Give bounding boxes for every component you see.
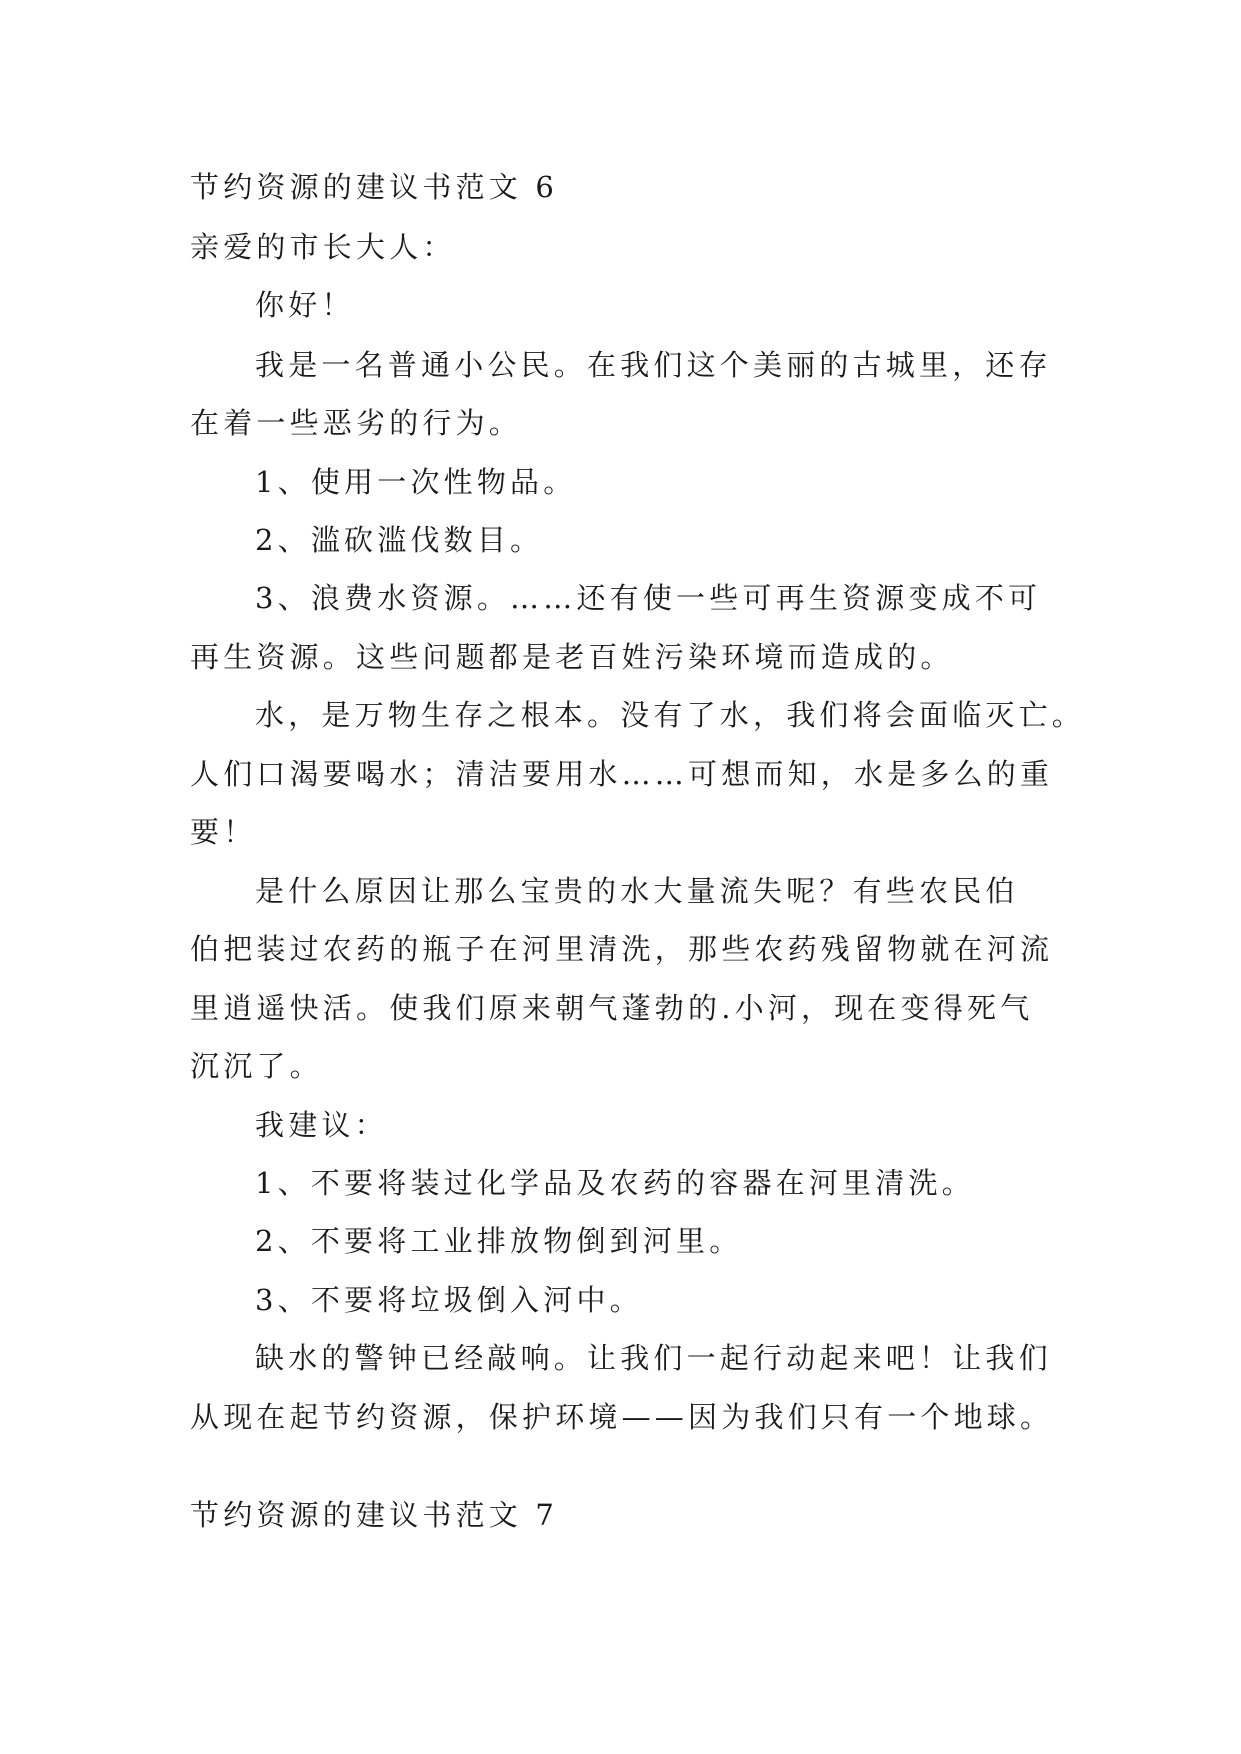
suggestion-item-2: 2、不要将工业排放物倒到河里。: [255, 1224, 743, 1258]
problem-item-1: 1、使用一次性物品。: [255, 465, 577, 499]
cause-para-line-3: 里逍遥快活。使我们原来朝气蓬勃的.小河，现在变得死气: [190, 991, 1034, 1025]
problem-item-3: 3、浪费水资源。……还有使一些可再生资源变成不可: [255, 581, 1042, 615]
suggest-label: 我建议：: [255, 1108, 388, 1142]
intro-line-2: 在着一些恶劣的行为。: [190, 406, 523, 440]
cause-para-line-1: 是什么原因让那么宝贵的水大量流失呢？有些农民伯: [255, 874, 1019, 908]
section-heading-6: 节约资源的建议书范文 6: [190, 170, 559, 204]
water-para-line-1: 水，是万物生存之根本。没有了水，我们将会面临灭亡。: [255, 698, 1086, 732]
water-para-line-2: 人们口渴要喝水；清洁要用水……可想而知，水是多么的重: [190, 757, 1054, 791]
suggestion-item-1: 1、不要将装过化学品及农药的容器在河里清洗。: [255, 1166, 975, 1200]
closing-line-2: 从现在起节约资源，保护环境——因为我们只有一个地球。: [190, 1400, 1054, 1434]
suggestion-item-3: 3、不要将垃圾倒入河中。: [255, 1283, 643, 1317]
cause-para-line-4: 沉沉了。: [190, 1049, 323, 1083]
problem-item-2: 2、滥砍滥伐数目。: [255, 523, 544, 557]
section-heading-7: 节约资源的建议书范文 7: [190, 1498, 559, 1532]
water-para-line-3: 要！: [190, 815, 257, 849]
greeting: 你好！: [255, 288, 355, 322]
cause-para-line-2: 伯把装过农药的瓶子在河里清洗，那些农药残留物就在河流: [190, 932, 1054, 966]
problem-item-3-cont: 再生资源。这些问题都是老百姓污染环境而造成的。: [190, 640, 954, 674]
intro-line-1: 我是一名普通小公民。在我们这个美丽的古城里，还存: [255, 348, 1052, 382]
closing-line-1: 缺水的警钟已经敲响。让我们一起行动起来吧！让我们: [255, 1341, 1052, 1375]
salutation: 亲爱的市长大人：: [190, 230, 456, 264]
